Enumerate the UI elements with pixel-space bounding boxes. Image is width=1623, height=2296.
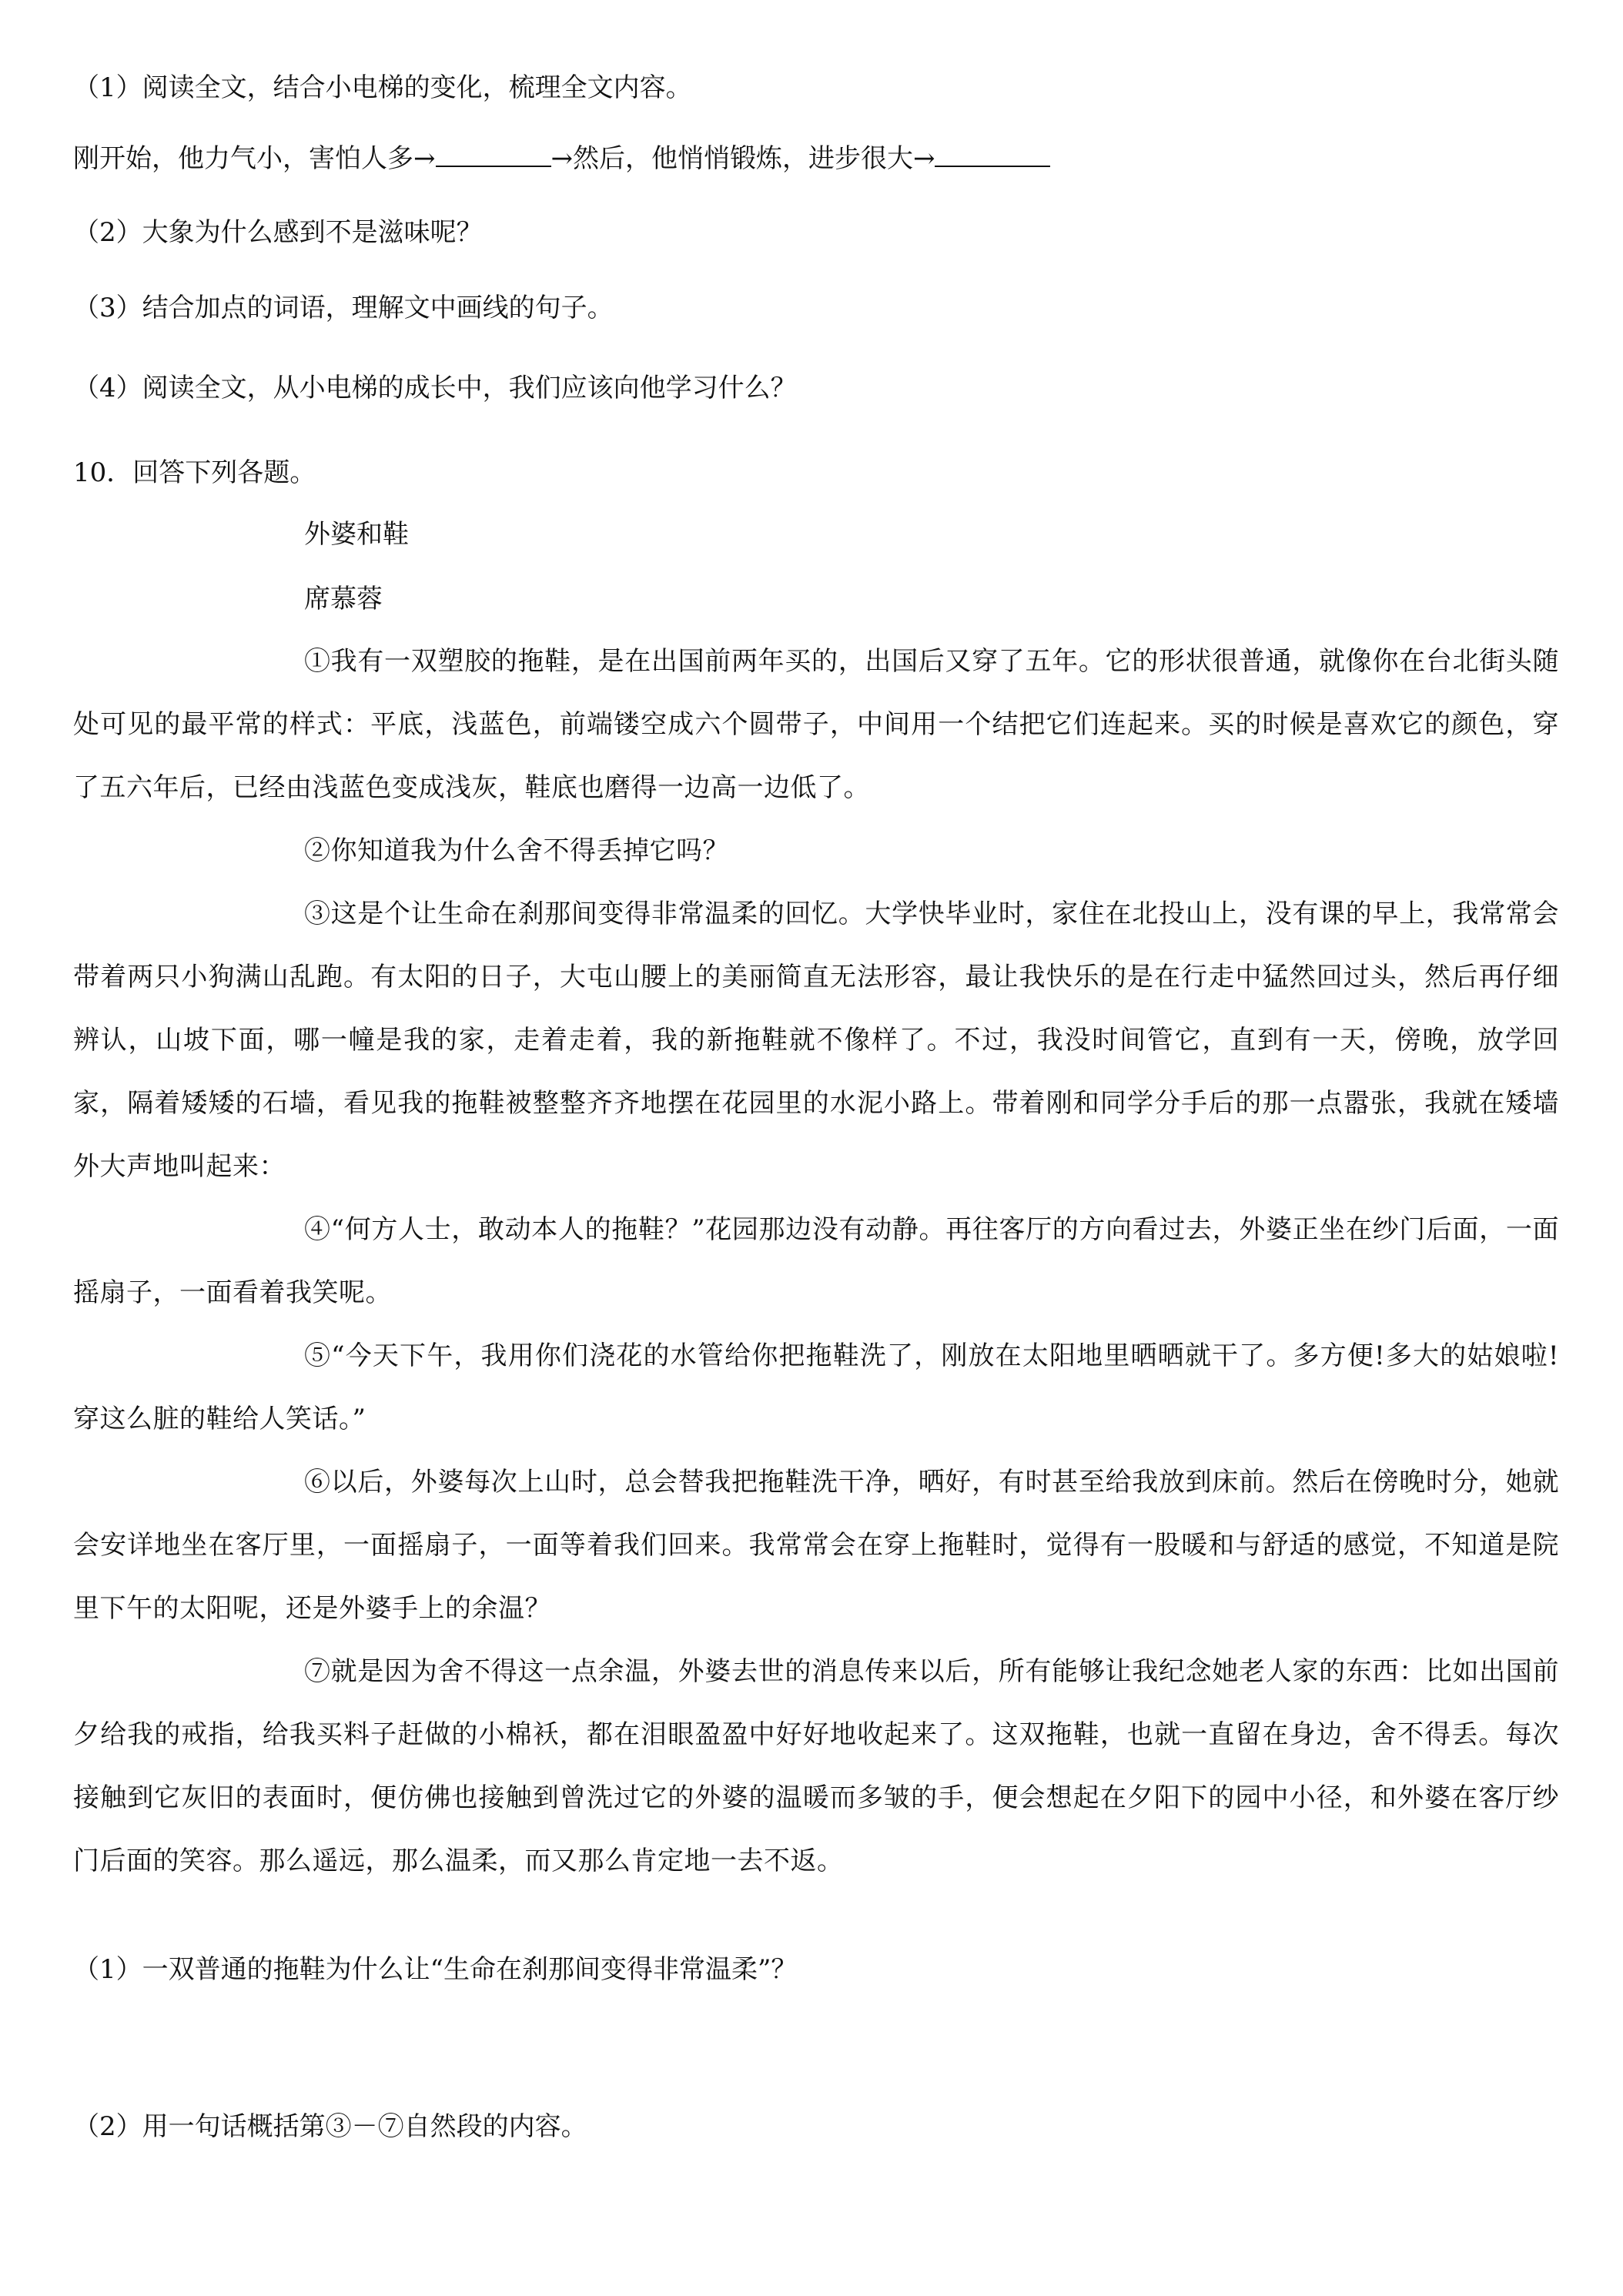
answer-blank-2[interactable]	[935, 142, 1050, 167]
article-paragraph-7: ⑦就是因为舍不得这一点余温，外婆去世的消息传来以后，所有能够让我纪念她老人家的东西：比如出国前夕给我的戒指，给我买料子赶做的小棉袄，都在泪眼盈盈中好好地收起来了。这双拖鞋，也就一直留在身边，舍不得丢。每次接触到它灰旧的表面时，便仿佛也接触到曾洗过它的外婆的温暖而多皱的手，便会想起在夕阳下的园中小径，和外婆在客厅纱门后面的笑容。那么遥远，那么温柔，而又那么肯定地一去不返。	[73, 1656, 1559, 1876]
q9-sub1: （1）阅读全文，结合小电梯的变化，梳理全文内容。	[73, 72, 692, 103]
article-paragraph-4: ④“何方人士，敢动本人的拖鞋？”花园那边没有动静。再往客厅的方向看过去，外婆正坐在纱门后面，一面摇扇子，一面看着我笑呢。	[73, 1214, 1559, 1308]
q9-flow-part2: →然后，他悄悄锻炼，进步很大→	[550, 143, 935, 174]
answer-blank-1[interactable]	[436, 142, 551, 167]
q9-sub4: （4）阅读全文，从小电梯的成长中，我们应该向他学习什么？	[73, 373, 797, 403]
article-author: 席慕蓉	[304, 584, 383, 614]
q9-sub3: （3）结合加点的词语，理解文中画线的句子。	[73, 293, 614, 323]
q9-flow-part1: 刚开始，他力气小，害怕人多→	[73, 143, 436, 174]
article-paragraph-3: ③这是个让生命在刹那间变得非常温柔的回忆。大学快毕业时，家住在北投山上，没有课的早上，我常常会带着两只小狗满山乱跑。有太阳的日子，大屯山腰上的美丽简直无法形容，最让我快乐的是在行走中猛然回过头，然后再仔细辨认，山坡下面，哪一幢是我的家，走着走着，我的新拖鞋就不像样了。不过，我没时间管它，直到有一天，傍晚，放学回家，隔着矮矮的石墙，看见我的拖鞋被整整齐齐地摆在花园里的水泥小路上。带着刚和同学分手后的那一点嚣张，我就在矮墙外大声地叫起来：	[73, 899, 1559, 1182]
article-paragraph-2: ②你知道我为什么舍不得丢掉它吗？	[304, 835, 729, 866]
article-paragraph-1: ①我有一双塑胶的拖鞋，是在出国前两年买的，出国后又穿了五年。它的形状很普通，就像你在台北街头随处可见的最平常的样式：平底，浅蓝色，前端镂空成六个圆带子，中间用一个结把它们连起来。买的时候是喜欢它的颜色，穿了五六年后，已经由浅蓝色变成浅灰，鞋底也磨得一边高一边低了。	[73, 646, 1559, 803]
q10-sub2: （2）用一句话概括第③－⑦自然段的内容。	[73, 2111, 587, 2142]
article-paragraph-6: ⑥以后，外婆每次上山时，总会替我把拖鞋洗干净，晒好，有时甚至给我放到床前。然后在傍晚时分，她就会安详地坐在客厅里，一面摇扇子，一面等着我们回来。我常常会在穿上拖鞋时，觉得有一股暖和与舒适的感觉，不知道是院里下午的太阳呢，还是外婆手上的余温？	[73, 1467, 1559, 1624]
q10-sub1: （1）一双普通的拖鞋为什么让“生命在刹那间变得非常温柔”？	[73, 1954, 798, 1985]
article-paragraph-5: ⑤“今天下午，我用你们浇花的水管给你把拖鞋洗了，刚放在太阳地里晒晒就干了。多方便!多大的姑娘啦!穿这么脏的鞋给人笑话。”	[73, 1340, 1559, 1434]
article-title: 外婆和鞋	[304, 519, 409, 550]
q10-heading: 10．回答下列各题。	[73, 457, 316, 488]
q9-flow-line	[73, 139, 1050, 179]
q9-sub2: （2）大象为什么感到不是滋味呢？	[73, 217, 483, 248]
